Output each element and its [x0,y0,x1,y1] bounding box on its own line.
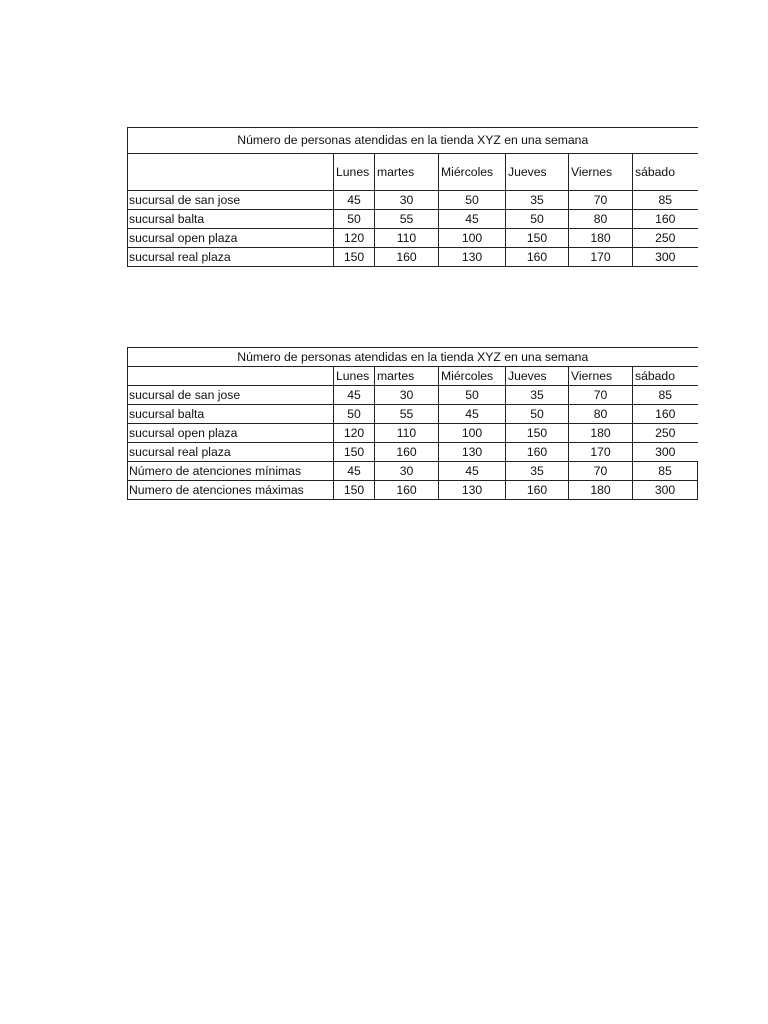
cell-value: 35 [506,191,569,210]
cell-value: 150 [506,229,569,248]
cell-value: 300 [633,481,698,500]
header-day-viernes: Viernes [569,154,633,191]
cell-value: 160 [375,481,439,500]
table-row [128,248,698,267]
table-row [128,424,698,443]
cell-value: 35 [506,462,569,481]
table-row [128,210,698,229]
cell-value: 45 [334,191,375,210]
cell-value: 300 [633,248,698,267]
row-label: sucursal balta [128,210,334,229]
header-day-miercoles: Miércoles [439,154,506,191]
header-blank-cell [128,367,334,386]
cell-value: 85 [633,191,698,210]
row-label: sucursal de san jose [128,191,334,210]
cell-value: 30 [375,462,439,481]
table-title-row [128,348,698,367]
cell-value: 120 [334,424,375,443]
cell-value: 130 [439,248,506,267]
cell-value: 50 [439,191,506,210]
cell-value: 180 [569,229,633,248]
table-row [128,191,698,210]
table-title: Número de personas atendidas en la tienda XYZ en una semana [128,128,698,154]
header-day-viernes: Viernes [569,367,633,386]
cell-value: 85 [633,386,698,405]
cell-value: 160 [375,248,439,267]
cell-value: 55 [375,405,439,424]
cell-value: 80 [569,405,633,424]
cell-value: 45 [439,210,506,229]
cell-value: 180 [569,424,633,443]
cell-value: 150 [334,248,375,267]
header-day-jueves: Jueves [506,154,569,191]
cell-value: 110 [375,229,439,248]
cell-value: 120 [334,229,375,248]
cell-value: 180 [569,481,633,500]
cell-value: 50 [334,405,375,424]
row-label: Numero de atenciones máximas [128,481,334,500]
cell-value: 170 [569,248,633,267]
table-row [128,386,698,405]
cell-value: 80 [569,210,633,229]
cell-value: 45 [439,462,506,481]
cell-value: 110 [375,424,439,443]
table-row [128,405,698,424]
header-day-lunes: Lunes [334,367,375,386]
cell-value: 150 [334,443,375,462]
cell-value: 70 [569,386,633,405]
attendance-table-1 [127,127,698,267]
table-row [128,443,698,462]
row-label: sucursal real plaza [128,443,334,462]
cell-value: 100 [439,229,506,248]
cell-value: 50 [334,210,375,229]
cell-value: 50 [506,405,569,424]
table-title: Número de personas atendidas en la tienda XYZ en una semana [128,348,698,367]
row-label: sucursal real plaza [128,248,334,267]
cell-value: 160 [633,405,698,424]
cell-value: 55 [375,210,439,229]
header-day-lunes: Lunes [334,154,375,191]
cell-value: 150 [506,424,569,443]
cell-value: 30 [375,386,439,405]
header-day-sabado: sábado [633,154,698,191]
cell-value: 70 [569,462,633,481]
table-header-row [128,154,698,191]
cell-value: 85 [633,462,698,481]
attendance-table-2 [127,347,698,500]
header-day-jueves: Jueves [506,367,569,386]
cell-value: 45 [334,386,375,405]
cell-value: 250 [633,424,698,443]
row-label: sucursal open plaza [128,229,334,248]
row-label: sucursal open plaza [128,424,334,443]
cell-value: 130 [439,481,506,500]
cell-value: 160 [506,248,569,267]
table-header-row [128,367,698,386]
row-label: sucursal de san jose [128,386,334,405]
cell-value: 45 [439,405,506,424]
table-row-min [128,462,698,481]
cell-value: 30 [375,191,439,210]
row-label: Número de atenciones mínimas [128,462,334,481]
table-title-row [128,128,698,154]
cell-value: 160 [633,210,698,229]
header-blank-cell [128,154,334,191]
cell-value: 160 [506,443,569,462]
cell-value: 300 [633,443,698,462]
cell-value: 70 [569,191,633,210]
header-day-martes: martes [375,154,439,191]
header-day-sabado: sábado [633,367,698,386]
cell-value: 150 [334,481,375,500]
row-label: sucursal balta [128,405,334,424]
table-row [128,229,698,248]
cell-value: 50 [439,386,506,405]
cell-value: 170 [569,443,633,462]
cell-value: 50 [506,210,569,229]
table-row-max [128,481,698,500]
cell-value: 35 [506,386,569,405]
cell-value: 250 [633,229,698,248]
cell-value: 45 [334,462,375,481]
header-day-martes: martes [375,367,439,386]
cell-value: 130 [439,443,506,462]
cell-value: 100 [439,424,506,443]
header-day-miercoles: Miércoles [439,367,506,386]
cell-value: 160 [375,443,439,462]
cell-value: 160 [506,481,569,500]
